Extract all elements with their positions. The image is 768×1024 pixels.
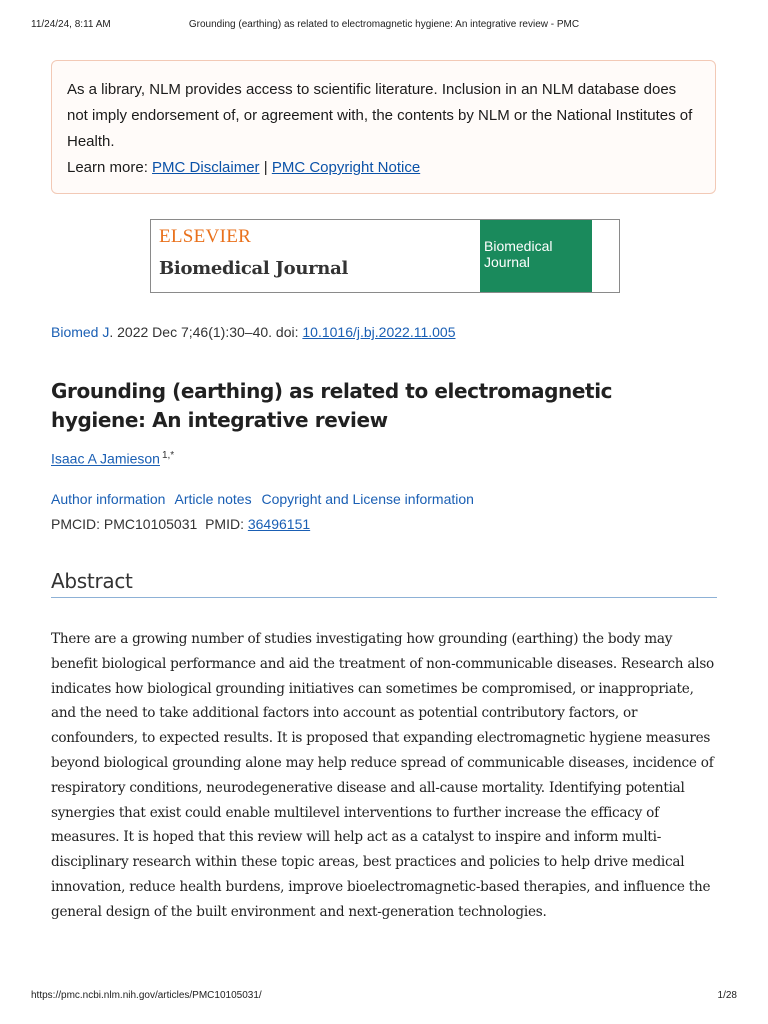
print-footer <box>31 990 737 1004</box>
pmc-copyright-link[interactable]: PMC Copyright Notice <box>271 159 421 176</box>
copyright-license-link[interactable]: Copyright and License information <box>261 491 474 507</box>
journal-name: Biomedical Journal <box>159 258 348 279</box>
abstract-line: benefit biological performance and aid the treatment of non-communicable diseases. Research also <box>51 655 714 672</box>
abstract-line: synergies that exist could enable multilevel interventions to further increase the efficacy of <box>51 804 659 821</box>
author-affiliation-marker: 1,* <box>161 450 175 461</box>
abstract-line: beyond biological grounding alone may help reduce spread of communicable diseases, incidence of <box>51 754 714 771</box>
learn-more-label: Learn more: <box>67 159 148 176</box>
print-date: 11/24/24, 8:11 AM <box>31 19 111 30</box>
abstract-line: indicates how biological grounding initiatives can sometimes be compromised, or inappropriate, <box>51 680 694 697</box>
author-line <box>51 450 174 467</box>
abstract-line: measures. It is hoped that this review will help act as a catalyst to inspire and inform multi- <box>51 829 662 846</box>
nlm-notice <box>51 60 716 194</box>
pmid-link[interactable]: 36496151 <box>247 516 311 532</box>
cover-line-2: Journal <box>484 254 530 270</box>
pmid-label: PMID: <box>205 516 244 532</box>
page-number: 1/28 <box>717 990 737 1001</box>
abstract-line: general design of the built environment and next-generation technologies. <box>51 903 547 920</box>
link-separator: | <box>263 159 268 176</box>
article-ids <box>51 516 310 532</box>
elsevier-logo: ELSEVIER <box>159 226 252 247</box>
notice-text: As a library, NLM provides access to scientific literature. Inclusion in an NLM database does not imply endorsement of, or agreement with, the contents by NLM or the National Institutes of Health. <box>67 81 693 150</box>
cover-line-1: Biomedical <box>484 238 553 254</box>
abstract-line: confounders, to expected results. It is proposed that expanding electromagnetic hygiene measures <box>51 730 711 747</box>
pmcid: PMCID: PMC10105031 <box>51 516 198 532</box>
abstract-heading: Abstract <box>51 569 717 598</box>
doi-link[interactable]: 10.1016/j.bj.2022.11.005 <box>302 324 456 340</box>
abstract-line: respiratory conditions, neurodegenerative disease and all-cause mortality. Identifying potential <box>51 779 685 796</box>
abstract-line: There are a growing number of studies investigating how grounding (earthing) the body may <box>51 631 673 647</box>
author-link[interactable]: Isaac A Jamieson <box>51 450 160 467</box>
abstract-line: and the need to take additional factors into account as potential contributory factors, or <box>51 705 638 722</box>
article-notes-link[interactable]: Article notes <box>174 491 252 507</box>
print-page-title: Grounding (earthing) as related to electromagnetic hygiene: An integrative review - PMC <box>188 19 580 30</box>
journal-banner[interactable] <box>150 219 620 293</box>
abstract-line: innovation, reduce health burdens, improve bioelectromagnetic-based therapies, and influence the <box>51 878 711 895</box>
journal-cover <box>480 220 592 292</box>
print-header <box>31 19 737 33</box>
citation-line <box>51 324 456 340</box>
citation-details: . 2022 Dec 7;46(1):30–40. doi: <box>109 324 303 340</box>
author-information-link[interactable]: Author information <box>51 491 166 507</box>
pmc-disclaimer-link[interactable]: PMC Disclaimer <box>152 159 260 176</box>
article-info-links <box>51 491 480 507</box>
journal-link[interactable]: Biomed J <box>51 324 110 340</box>
print-url: https://pmc.ncbi.nlm.nih.gov/articles/PMC10105031/ <box>31 990 262 1001</box>
abstract-line: disciplinary research within these topic areas, best practices and policies to help drive medical <box>51 854 685 871</box>
learn-more-line <box>67 155 699 181</box>
article-title: Grounding (earthing) as related to electromagnetic hygiene: An integrative review <box>51 379 613 432</box>
abstract-body <box>51 627 719 925</box>
